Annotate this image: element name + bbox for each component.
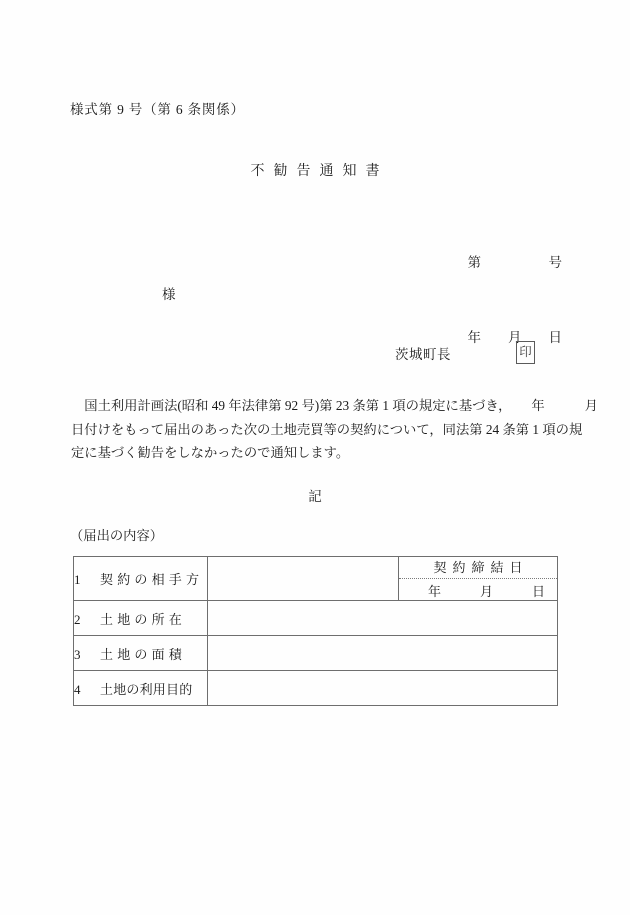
table-row <box>74 557 558 601</box>
row-number: 2 <box>74 611 81 627</box>
table-row <box>74 636 558 671</box>
row-label-contract-party <box>74 557 208 601</box>
row-label-land-location <box>74 601 208 636</box>
table-row <box>74 671 558 706</box>
row-number: 3 <box>74 646 81 662</box>
row-value-land-area[interactable] <box>208 636 558 671</box>
body-line-1: 国土利用計画法(昭和 49 年法律第 92 号)第 23 条第 1 項の規定に基づき， 年 月 <box>71 398 598 413</box>
row-label-land-area <box>74 636 208 671</box>
contract-date-cell[interactable] <box>399 557 558 601</box>
contract-date-title: 契約締結日 <box>399 557 557 579</box>
table-row <box>74 601 558 636</box>
row-number: 4 <box>74 681 81 697</box>
row-value-contract-party[interactable] <box>208 557 399 601</box>
issuer-name: 茨城町長 <box>395 346 451 362</box>
page-title: 不勧告通知書 <box>250 164 389 179</box>
seal-stamp-icon: 印 <box>516 341 535 364</box>
ki-marker: 記 <box>308 489 322 504</box>
contract-date-fields: 年 月 日 <box>427 584 545 599</box>
row-label-land-use-purpose <box>74 671 208 706</box>
document-number-line: 第 号 <box>467 255 562 270</box>
issuer-block <box>395 341 535 364</box>
row-value-land-location[interactable] <box>208 601 558 636</box>
row-value-land-use-purpose[interactable] <box>208 671 558 706</box>
contract-date-inner <box>399 557 557 600</box>
form-number: 様式第 9 号（第 6 条関係） <box>70 102 245 117</box>
body-line-3: 定に基づく勧告をしなかったので通知します。 <box>71 445 350 460</box>
row-label-text: 契約の相手方 <box>100 572 204 587</box>
body-line-2: 日付けをもって届出のあった次の土地売買等の契約について，同法第 24 条第 1 項の規 <box>71 421 583 437</box>
notification-contents-table <box>73 556 558 706</box>
row-label-text: 土地の利用目的 <box>100 681 193 697</box>
body-paragraph <box>71 394 598 465</box>
row-label-text: 土地の面積 <box>100 646 187 662</box>
section-label-notification-contents: （届出の内容） <box>70 528 164 543</box>
document-date-line: 年 月 日 <box>467 330 562 345</box>
row-number: 1 <box>74 572 81 587</box>
document-meta-block <box>468 200 563 400</box>
row-label-text: 土地の所在 <box>100 611 187 627</box>
addressee-line: 様 <box>162 287 176 302</box>
